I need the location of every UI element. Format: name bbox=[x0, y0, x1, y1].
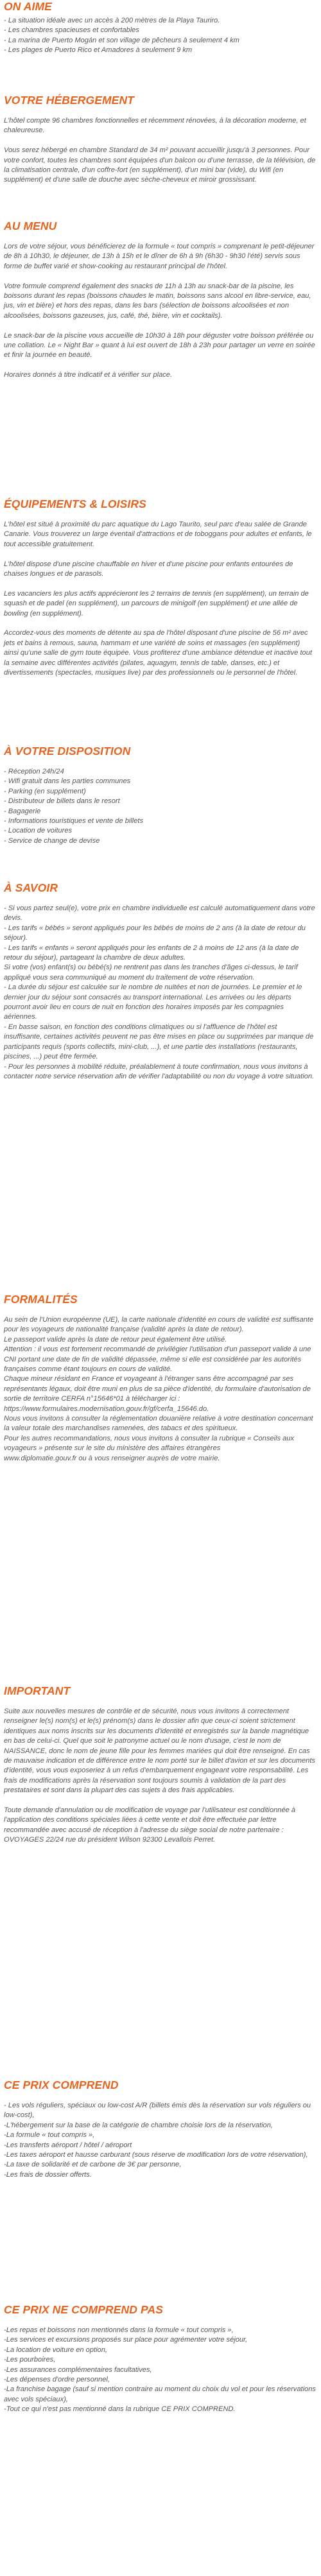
list-item: -La taxe de solidarité et de carbone de 3€ par personne, bbox=[4, 2161, 182, 2169]
list-item: -Les dépenses d'ordre personnel, bbox=[4, 2376, 110, 2384]
section-formalites bbox=[4, 1293, 316, 1464]
section-title-prix-comprend: CE PRIX COMPREND bbox=[4, 2079, 119, 2091]
list-item: - Les vols réguliers, spéciaux ou low-cost A/R (billets émis dès la réservation sur vols réguliers ou low-cost), bbox=[4, 2102, 311, 2120]
paragraph: Si votre (vos) enfant(s) ou bébé(s) ne rentrent pas dans les tranches d'âges ci-dessus, le tarif appliqué vous sera communiqué au moment du traitement de votre réservation. bbox=[4, 964, 298, 981]
prix-comprend-pas-list bbox=[4, 2326, 316, 2415]
paragraph: L'hôtel dispose d'une piscine chauffable en hiver et d'une piscine pour enfants entourées de chaises longues et de parasols. bbox=[4, 560, 293, 578]
on-aime-list bbox=[4, 16, 316, 56]
section-important bbox=[4, 1684, 316, 1846]
paragraph: Le snack-bar de la piscine vous accueille de 10h30 à 18h pour déguster votre boisson préférée ou une collation. Le « Night Bar » quant à lui est ouvert de 18h à 23h pour partager un verre en soirée et finir la journée en beauté. bbox=[4, 331, 315, 359]
list-item: - Les chambres spacieuses et confortables bbox=[4, 26, 139, 35]
paragraph: Toute demande d'annulation ou de modification de voyage par l'utilisateur est conditionnée à l'application des conditions spéciales liées à cette vente et doit être effectuée par lettre recommandée avec accusé de réception à l'adresse du siège social de notre partenaire : OVOYAGES 22/24 rue du président Wilson 92300 Levallois Perret. bbox=[4, 1806, 296, 1844]
paragraph: - Les tarifs « bébés » seront appliqués pour les bébés de moins de 2 ans (à la date de retour du séjour). bbox=[4, 924, 306, 942]
section-title-a-savoir: À SAVOIR bbox=[4, 881, 58, 894]
paragraph: L'hôtel compte 96 chambres fonctionnelles et récemment rénovées, à la décoration moderne, et chaleureuse. bbox=[4, 117, 306, 135]
section-body-prix-comprend-pas bbox=[4, 2326, 316, 2415]
section-title-disposition: À VOTRE DISPOSITION bbox=[4, 745, 131, 757]
section-body-important bbox=[4, 1707, 316, 1846]
paragraph: - La durée du séjour est calculée sur le nombre de nuitées et non de journées. Le premier et le dernier jour du séjour sont consacrés au transport international. Les arrivées ou les départs pourront avoir lieu en cours de nuit en fonction des horaires imposés par les compagnies aériennes. bbox=[4, 983, 302, 1021]
list-item: - La situation idéale avec un accès à 200 mètres de la Playa Tauriro. bbox=[4, 17, 220, 24]
list-item: - Bagagerie bbox=[4, 807, 41, 815]
disposition-list bbox=[4, 767, 316, 846]
list-item: - Informations touristiques et vente de billets bbox=[4, 817, 144, 826]
list-item: - Location de voitures bbox=[4, 827, 73, 835]
section-title-hebergement: VOTRE HÉBERGEMENT bbox=[4, 94, 134, 107]
paragraph: Attention : il vous est fortement recommandé de privilégier l'utilisation d'un passeport valide à une CNI portant une date de fin de validité dépassée, même si elle est considérée par les autorités françaises comme étant toujours en cours de validité. bbox=[4, 1345, 311, 1374]
section-body-hebergement bbox=[4, 116, 316, 186]
paragraph: Pour les autres recommandations, nous vous invitons à consulter la rubrique « Conseils aux voyageurs » présente sur le site du ministère des affaires étrangères bbox=[4, 1434, 294, 1453]
paragraph: Votre formule comprend également des snacks de 11h à 13h au snack-bar de la piscine, les boissons durant les repas (boissons chaudes le matin, boissons sans alcool en libre-service, eau, jus, vin et bière) et hors des repas, dans les bars (sélection de boissons alcoolisées et non alcoolisées, boissons gazeuses, jus, café, thé, bière, vin et cocktails). bbox=[4, 282, 311, 320]
list-item: -Tout ce qui n'est pas mentionné dans la rubrique CE PRIX COMPREND. bbox=[4, 2405, 236, 2414]
section-au-menu bbox=[4, 220, 316, 381]
section-body-au-menu bbox=[4, 242, 316, 381]
paragraph: Suite aux nouvelles mesures de contrôle et de sécurité, nous vous invitons à correctement renseigner le(s) nom(s) et le(s) prénom(s) dans le dossier afin que ceux-ci soient strictement identiques aux noms inscrits sur les documents d'identité et enregistrés sur la bande magnétique en bas de celui-ci. Quel que soit le patronyme actuel ou le nom d'usage, c'est le nom de NAISSANCE, donc le nom de jeune fille pour les femmes mariées qui doit être renseigné. En cas de mauvaise indication et de différence entre le nom porté sur le billet d'avion et sur les documents d'identité, vous vous exposeriez à un refus d'embarquement engageant votre responsabilité. Les frais de modifications après la réservation sont toujours soumis à validation de la part des prestataires et sont dans la plupart des cas sujets à des frais applicables. bbox=[4, 1707, 315, 1795]
prix-comprend-list bbox=[4, 2101, 316, 2180]
section-body-equipements bbox=[4, 520, 316, 678]
section-body-a-savoir bbox=[4, 904, 316, 1082]
list-item: -Les taxes aéroport et hausse carburant (sous réserve de modification lors de votre réservation), bbox=[4, 2151, 308, 2159]
list-item: -Les services et excursions proposés sur place pour agrémenter votre séjour, bbox=[4, 2336, 248, 2344]
list-item: - Parking (en supplément) bbox=[4, 787, 86, 795]
list-item: -Les assurances complémentaires facultatives, bbox=[4, 2365, 152, 2374]
section-disposition bbox=[4, 745, 316, 846]
list-item: -La franchise bagage (sauf si mention contraire au moment du choix du vol et pour les réservations avec vols spéciaux), bbox=[4, 2385, 316, 2403]
section-body-prix-comprend bbox=[4, 2101, 316, 2180]
list-item: -La location de voiture en option, bbox=[4, 2346, 107, 2354]
list-item: -Les repas et boissons non mentionnés dans la formule « tout compris », bbox=[4, 2326, 234, 2334]
list-item: - Les plages de Puerto Rico et Amadores à seulement 9 km bbox=[4, 46, 193, 55]
section-title-prix-comprend-pas: CE PRIX NE COMPREND PAS bbox=[4, 2303, 163, 2316]
list-item: - Réception 24h/24 bbox=[4, 768, 64, 775]
paragraph: Horaires donnés à titre indicatif et à vérifier sur place. bbox=[4, 371, 173, 379]
section-title-equipements: ÉQUIPEMENTS & LOISIRS bbox=[4, 497, 146, 510]
list-item: -Les transferts aéroport / hôtel / aéroport bbox=[4, 2141, 132, 2149]
section-title-on-aime: ON AIME bbox=[4, 0, 52, 13]
list-item: - La marina de Puerto Mogán et son village de pêcheurs à seulement 4 km bbox=[4, 36, 239, 44]
list-item: -La formule « tout compris », bbox=[4, 2131, 95, 2139]
section-body-disposition bbox=[4, 767, 316, 846]
paragraph: - Les tarifs « enfants » seront appliqués pour les enfants de 2 à moins de 12 ans (à la date de retour du séjour), partageant la chambre de deux adultes. bbox=[4, 944, 299, 962]
section-prix-comprend-pas bbox=[4, 2303, 316, 2415]
section-on-aime bbox=[4, 0, 316, 56]
paragraph: Les vacanciers les plus actifs apprécieront les 2 terrains de tennis (en supplément), un terrain de squash et de padel (en supplément), un parcours de minigolf (en supplément) et une allée de bowling (en supplément). bbox=[4, 589, 309, 618]
paragraph: - En basse saison, en fonction des conditions climatiques ou si l'affluence de l'hôtel est insuffisante, certaines activités peuvent ne pas être mises en place ou supprimées par manque de participants requis (sports collectifs, mini-club, ...), et une partie des installations (restaurants, piscines, ...) peut être fermée. bbox=[4, 1023, 314, 1061]
list-item: - Distributeur de billets dans le resort bbox=[4, 797, 120, 806]
paragraph: - Pour les personnes à mobilité réduite, préalablement à toute confirmation, nous vous invitons à contacter notre service réservation afin de vérifier l'adaptabilité ou non du voyage à votre situation. bbox=[4, 1062, 315, 1080]
paragraph: www.diplomatie.gouv.fr ou à vous renseigner auprès de votre mairie. bbox=[4, 1454, 220, 1462]
section-a-savoir bbox=[4, 881, 316, 1082]
list-item: - Wifi gratuit dans les parties communes bbox=[4, 777, 131, 786]
paragraph: L'hôtel est situé à proximité du parc aquatique du Lago Taurito, seul parc d'eau salée de Grande Canarie. Vous trouverez un large éventail d'attractions et de toboggans pour adultes et enfants, le tout accessible gratuitement. bbox=[4, 521, 312, 548]
list-item: -Les pourboires, bbox=[4, 2356, 56, 2364]
paragraph: Le passeport valide après la date de retour peut également être utilisé. bbox=[4, 1335, 227, 1344]
section-prix-comprend bbox=[4, 2079, 316, 2180]
section-hebergement bbox=[4, 94, 316, 186]
paragraph: Vous serez hébergé en chambre Standard de 34 m² pouvant accueillir jusqu'à 3 personnes. Pour votre confort, toutes les chambres sont équipées d'un balcon ou d'une terrasse, de la télévision, de la climatisation centrale, d'un coffre-fort (en supplément), d'un mini bar (vide), du Wifi (en supplément) et d'une salle de douche avec sèche-cheveux et miroir grossissant. bbox=[4, 146, 316, 184]
paragraph: Accordez-vous des moments de détente au spa de l'hôtel disposant d'une piscine de 56 m² avec jets et bains à remous, sauna, hammam et une variété de soins et massages (en supplément) ainsi qu'une salle de gym toute équipée. Vous profiterez d'une ambiance détendue et inactive tout la semaine avec différentes activités (pilates, aquagym, tennis de table, danses, etc.) et divertissements (spectacles, musiques live) par des professionnels ou le personnel de l'hôtel. bbox=[4, 629, 312, 677]
section-title-important: IMPORTANT bbox=[4, 1684, 71, 1697]
section-body-formalites bbox=[4, 1315, 316, 1464]
paragraph: Au sein de l'Union européenne (UE), la carte nationale d'identité en cours de validité est suffisante pour les voyageurs de nationalité française (validité après la date de retour). bbox=[4, 1316, 314, 1334]
section-body-on-aime bbox=[4, 16, 316, 56]
paragraph: Nous vous invitons à consulter la réglementation douanière relative à votre destination concernant la valeur totale des marchandises ramenées, des tabacs et des spiritueux. bbox=[4, 1415, 313, 1433]
list-item: -Les frais de dossier offerts. bbox=[4, 2170, 92, 2179]
section-title-formalites: FORMALITÉS bbox=[4, 1293, 78, 1306]
list-item: - Service de change de devise bbox=[4, 836, 100, 845]
section-equipements bbox=[4, 497, 316, 678]
section-title-au-menu: AU MENU bbox=[4, 220, 57, 232]
paragraph: Lors de votre séjour, vous bénéficierez de la formule « tout compris » comprenant le petit-déjeuner de 8h à 10h30, le déjeuner, de 13h à 15h et le dîner de 6h à 9h (6h30 - 9h30 l'été) servis sous forme de buffet varié et show-cooking au restaurant principal de l'hôtel. bbox=[4, 243, 315, 270]
paragraph: Chaque mineur résidant en France et voyageant à l'étranger sans être accompagné par ses représentants légaux, doit être muni en plus de sa pièce d'identité, du formulaire d'autorisation de sortie de territoire CERFA n°15646*01 à télécharger ici : https://www.formulaires.modernisation.gouv.fr/gf/cerfa_15646.do. bbox=[4, 1375, 311, 1413]
list-item: -L'hébergement sur la base de la catégorie de chambre choisie lors de la réservation, bbox=[4, 2121, 273, 2129]
paragraph: - Si vous partez seul(e), votre prix en chambre individuelle est calculé automatiquement dans votre devis. bbox=[4, 904, 315, 922]
